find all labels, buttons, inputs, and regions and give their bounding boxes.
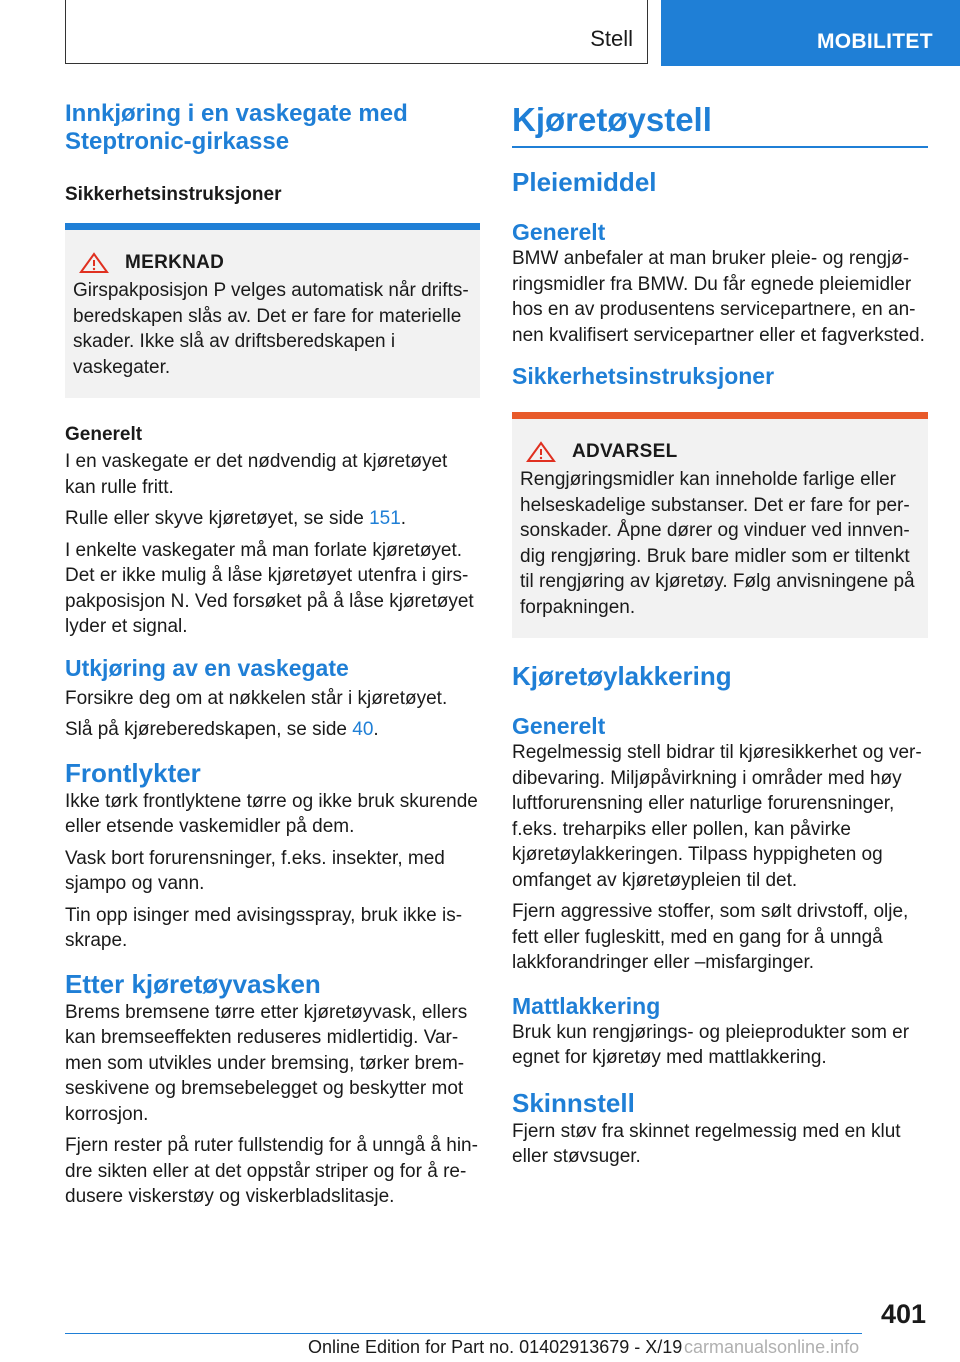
edition-text: Online Edition for Part no. 01402913679 - X/19 [308, 1337, 683, 1357]
paragraph: Fjern støv fra skinnet regelmessig med en klut eller støvsuger. [512, 1120, 901, 1167]
paint-heading: Kjøretøylakkering [512, 661, 732, 691]
safety-heading: Sikkerhetsinstruksjoner [512, 363, 775, 389]
right-column [512, 100, 928, 1176]
after-wash-heading: Etter kjøretøyvasken [65, 968, 321, 999]
paragraph-with-link: Rulle eller skyve kjøretøyet, se side 151. [65, 508, 407, 529]
car-wash-heading: Innkjøring i en vaskegate med Steptronic-girkasse [65, 100, 408, 155]
chapter-tab[interactable]: MOBILITET [661, 0, 960, 66]
leather-care-heading: Skinnstell [512, 1087, 635, 1118]
page-number: 401 [880, 1299, 926, 1329]
paragraph: Fjern aggressive stoffer, som sølt drivstoff, olje, fett eller fugleskitt, med en gang for å unngå lakkforandringer eller –misfarginger. [512, 901, 909, 973]
headlights-heading: Frontlykter [65, 757, 201, 788]
general-heading: Generelt [512, 219, 606, 245]
paragraph: Tin opp isinger med avisingsspray, bruk ikke isskrape. [65, 904, 463, 951]
paragraph: Brems bremsene tørre etter kjøretøyvask, ellers kan bremseeffekten reduseres midlertidig. Varmen som utvikles under bremsing, tørker bremseskivene og bremsebelegget og beskytter mot korrosjon. [65, 1001, 468, 1125]
exit-heading: Utkjøring av en vaskegate [65, 654, 349, 681]
warning-triangle-icon [79, 252, 109, 274]
care-products-heading: Pleiemiddel [512, 167, 657, 197]
left-column [65, 100, 480, 1216]
paragraph: I enkelte vaskegater må man forlate kjøretøyet. Det er ikke mulig å låse kjøretøyet utenfra i girspakposisjon N. Ved forsøket på å låse kjøretøyet lyder et signal. [65, 539, 474, 637]
paragraph-with-link: Slå på kjøreberedskapen, se side 40. [65, 719, 379, 740]
safety-heading: Sikkerhetsinstruksjoner [65, 184, 282, 205]
paragraph: Fjern rester på ruter fullstendig for å unngå å hindre sikten eller at det oppstår striper og for å redusere viskerstøy og viskerbladslitasje. [65, 1135, 478, 1207]
notice-box [65, 223, 480, 398]
matt-paint-heading: Mattlakkering [512, 992, 661, 1019]
paragraph: Bruk kun rengjørings- og pleieprodukter som er egnet for kjøretøy med mattlakkering. [512, 1021, 910, 1068]
footer-divider [65, 1333, 862, 1334]
paragraph: I en vaskegate er det nødvendig at kjøretøyet kan rulle fritt. [65, 451, 448, 498]
page-link[interactable]: 40 [352, 719, 374, 740]
watermark: carmanualsonline.info [684, 1337, 860, 1357]
warning-text: Rengjøringsmidler kan inneholde farlige eller helseskadelige substanser. Det er fare for personskader. Åpne dører og vinduer ved innvendig rengjøring. Bruk bare midler som er tiltenkt til rengjøring av kjøretøy. Følg anvisningene på forpakningen. [520, 469, 915, 618]
paragraph: BMW anbefaler at man bruker pleie- og rengjøringsmidler fra BMW. Du får egnede pleiemidler hos en av produsentens servicepartnere, en annen kvalifisert servicepartner eller et fagverksted. [512, 248, 925, 346]
page-link[interactable]: 151 [369, 508, 401, 529]
page-header [0, 0, 960, 66]
general-heading: Generelt [65, 424, 143, 445]
paragraph: Regelmessig stell bidrar til kjøresikkerhet og verdibevaring. Miljøpåvirkning i områder med høy luftforurensning eller naturlige forurensninger, f.eks. treharpiks eller pollen, kan påvirke kjøretøylakkeringen. Tilpass hyppigheten og omfanget av kjøretøypleien til det. [512, 742, 922, 891]
section-label: Stell [590, 26, 633, 51]
section-box [65, 0, 648, 64]
notice-title: MERKNAD [125, 252, 225, 273]
warning-title: ADVARSEL [572, 441, 678, 462]
general-heading: Generelt [512, 713, 606, 739]
paragraph: Ikke tørk frontlyktene tørre og ikke bruk skurende eller etsende vaskemidler på dem. [65, 790, 478, 837]
warning-triangle-icon [526, 441, 556, 463]
paragraph: Vask bort forurensninger, f.eks. insekter, med sjampo og vann. [65, 847, 445, 894]
notice-text: Girspakposisjon P velges automatisk når driftsberedskapen slås av. Det er fare for materielle skader. Ikke slå av driftsberedskapen i vaskegater. [73, 280, 469, 378]
paragraph: Forsikre deg om at nøkkelen står i kjøretøyet. [65, 687, 448, 709]
warning-box [512, 412, 928, 638]
vehicle-care-title: Kjøretøystell [512, 100, 928, 148]
